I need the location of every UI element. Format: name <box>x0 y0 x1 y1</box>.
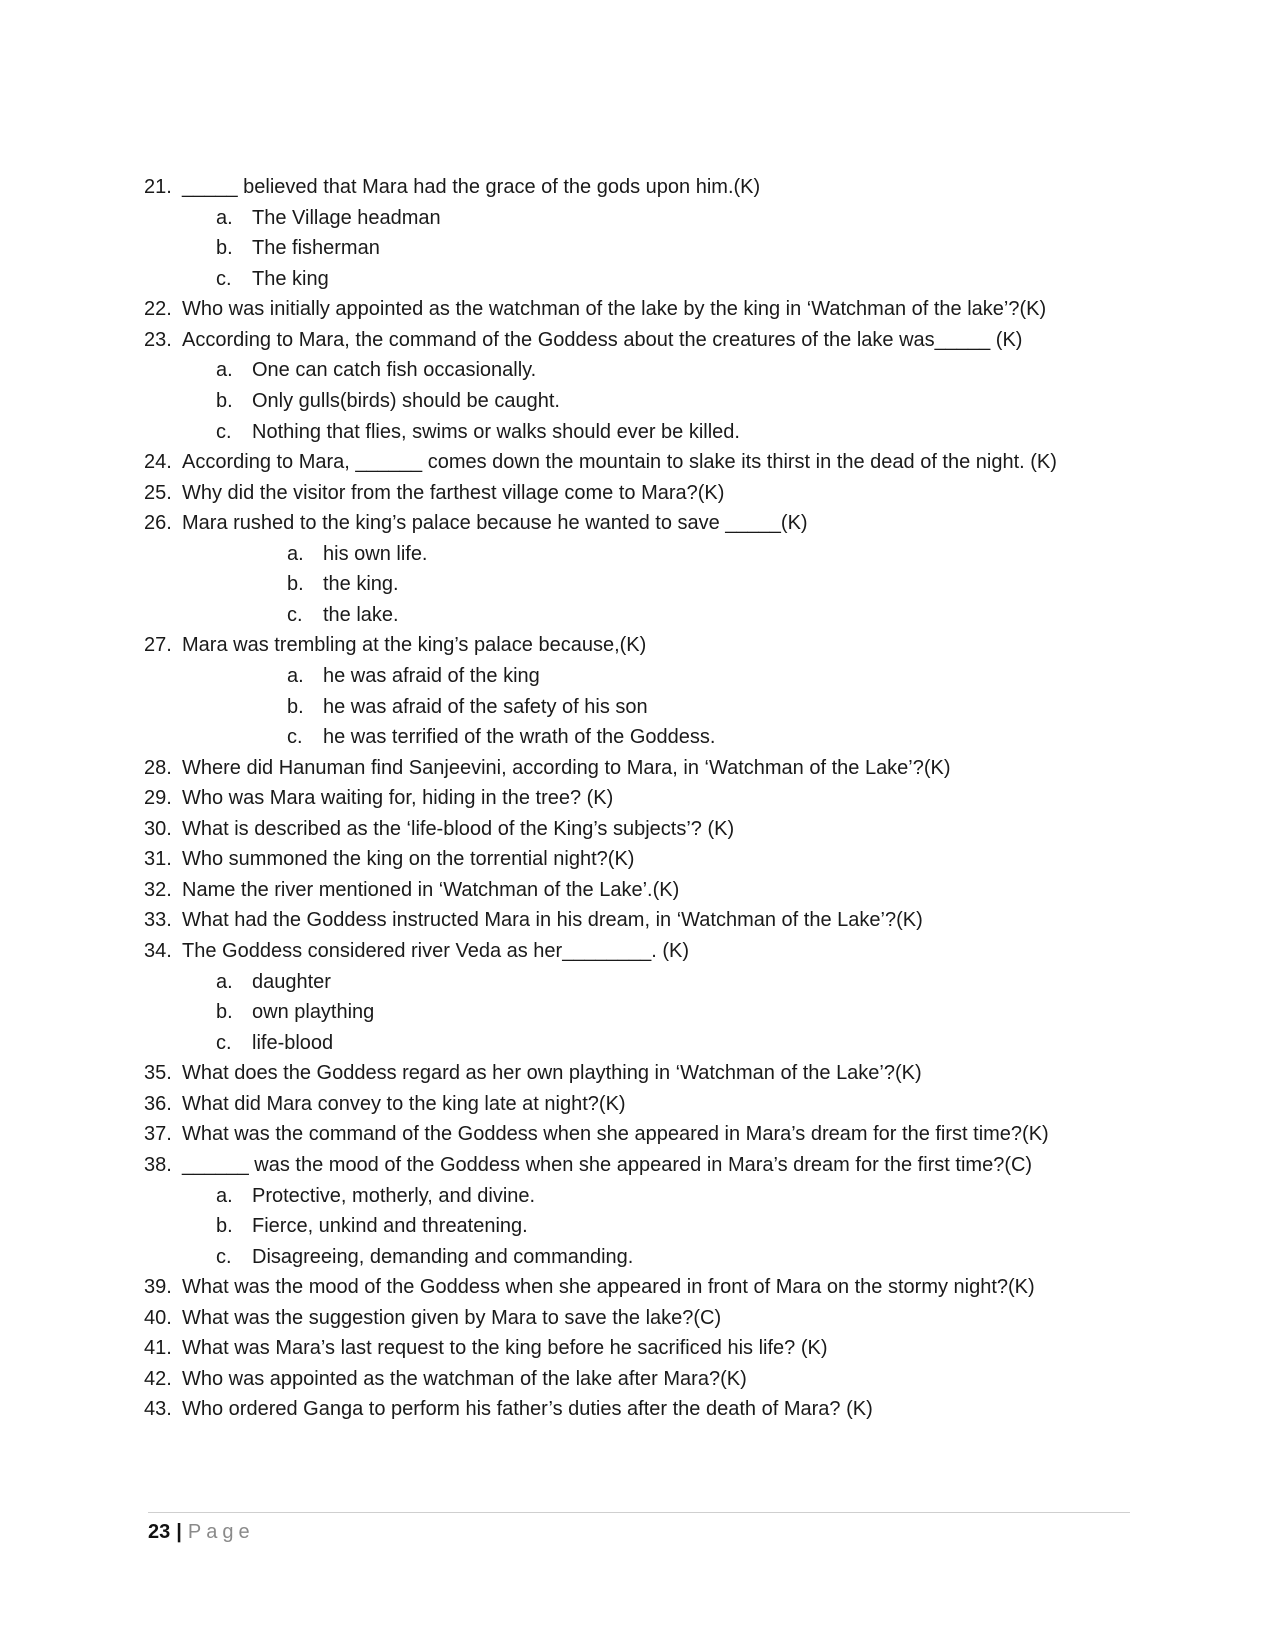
option-label: a. <box>216 206 233 229</box>
question-number: 21. <box>144 176 172 198</box>
question-number: 40. <box>144 1306 172 1329</box>
question-number: 42. <box>144 1367 172 1390</box>
question-text: The Goddess considered river Veda as her________. (K) <box>182 940 689 962</box>
option-label: b. <box>216 1001 233 1024</box>
question-text: What had the Goddess instructed Mara in his dream, in ‘Watchman of the Lake’?(K) <box>182 909 923 932</box>
option-text: the lake. <box>323 603 399 626</box>
option-text: life-blood <box>252 1031 334 1054</box>
question-number: 26. <box>144 512 172 535</box>
option-text: Fierce, unkind and threatening. <box>252 1215 528 1237</box>
question-number: 32. <box>144 878 172 901</box>
page-label: Page <box>187 1521 255 1543</box>
question-number: 29. <box>144 787 172 810</box>
question-text: Who was appointed as the watchman of the lake after Mara?(K) <box>182 1367 747 1390</box>
question-text: According to Mara, ______ comes down the mountain to slake its thirst in the dead of the night. (K) <box>182 451 1057 473</box>
option-label: a. <box>287 665 304 687</box>
question-number: 33. <box>144 909 172 932</box>
question-text: Who ordered Ganga to perform his father’s duties after the death of Mara? (K) <box>182 1398 873 1421</box>
option-label: c. <box>216 1031 232 1054</box>
option-text: he was terrified of the wrath of the Goddess. <box>323 726 716 749</box>
option-text: he was afraid of the king <box>323 665 540 687</box>
question-text: Why did the visitor from the farthest village come to Mara?(K) <box>182 481 725 504</box>
option-text: he was afraid of the safety of his son <box>323 695 648 718</box>
option-label: c. <box>216 1245 232 1268</box>
question-text: _____ believed that Mara had the grace of the gods upon him.(K) <box>182 176 761 198</box>
option-text: Protective, motherly, and divine. <box>252 1184 536 1207</box>
question-number: 36. <box>144 1092 172 1115</box>
option-label: a. <box>216 359 233 382</box>
question-text: Who summoned the king on the torrential night?(K) <box>182 848 635 871</box>
option-text: his own life. <box>323 542 428 565</box>
question-text: Name the river mentioned in ‘Watchman of the Lake’.(K) <box>182 878 680 901</box>
option-label: a. <box>287 542 304 565</box>
question-text: What does the Goddess regard as her own plaything in ‘Watchman of the Lake’?(K) <box>182 1062 922 1085</box>
question-text: What is described as the ‘life-blood of the King’s subjects’? (K) <box>182 817 735 840</box>
question-number: 41. <box>144 1337 172 1360</box>
question-number: 43. <box>144 1398 172 1421</box>
question-number: 34. <box>144 940 172 962</box>
footer-separator: | <box>176 1521 182 1543</box>
option-label: b. <box>216 237 233 260</box>
option-text: the king. <box>323 573 399 596</box>
question-number: 28. <box>144 756 172 779</box>
question-text: What was the mood of the Goddess when she appeared in front of Mara on the stormy night?(K) <box>182 1276 1035 1299</box>
option-label: a. <box>216 970 233 993</box>
option-label: c. <box>287 726 303 749</box>
option-label: c. <box>287 603 303 626</box>
option-text: The fisherman <box>252 237 380 260</box>
option-label: b. <box>216 389 233 412</box>
question-number: 24. <box>144 451 172 473</box>
question-text: Mara rushed to the king’s palace because he wanted to save _____(K) <box>182 512 808 535</box>
question-text: What was the command of the Goddess when she appeared in Mara’s dream for the first time?(K) <box>182 1123 1049 1146</box>
question-number: 22. <box>144 298 172 321</box>
question-number: 31. <box>144 848 172 871</box>
option-label: a. <box>216 1184 233 1207</box>
option-text: The king <box>252 267 329 290</box>
option-text: Only gulls(birds) should be caught. <box>252 389 560 412</box>
option-label: b. <box>287 573 304 596</box>
option-text: Nothing that flies, swims or walks should ever be killed. <box>252 420 740 443</box>
question-text: Who was Mara waiting for, hiding in the tree? (K) <box>182 787 614 810</box>
option-text: daughter <box>252 970 331 993</box>
question-number: 25. <box>144 481 172 504</box>
option-label: c. <box>216 267 232 290</box>
question-number: 37. <box>144 1123 172 1146</box>
question-number: 35. <box>144 1062 172 1085</box>
question-text: Mara was trembling at the king’s palace because,(K) <box>182 634 647 657</box>
page-footer <box>148 1516 255 1548</box>
option-text: Disagreeing, demanding and commanding. <box>252 1245 634 1268</box>
question-number: 38. <box>144 1153 172 1176</box>
question-text: According to Mara, the command of the Goddess about the creatures of the lake was_____ (K) <box>182 328 1023 351</box>
question-number: 27. <box>144 634 172 657</box>
question-text: ______ was the mood of the Goddess when she appeared in Mara’s dream for the first time?(C) <box>182 1153 1033 1176</box>
question-text: What was the suggestion given by Mara to save the lake?(C) <box>182 1306 722 1329</box>
question-number: 39. <box>144 1276 172 1299</box>
option-text: One can catch fish occasionally. <box>252 359 537 382</box>
question-text: Where did Hanuman find Sanjeevini, according to Mara, in ‘Watchman of the Lake’?(K) <box>182 756 951 779</box>
option-label: c. <box>216 420 232 443</box>
question-number: 30. <box>144 817 172 840</box>
question-text: What was Mara’s last request to the king before he sacrificed his life? (K) <box>182 1337 828 1360</box>
question-text: What did Mara convey to the king late at night?(K) <box>182 1092 626 1115</box>
page-number: 23 <box>148 1521 171 1543</box>
option-text: own plaything <box>252 1001 375 1024</box>
footer-divider <box>148 1512 1130 1513</box>
question-number: 23. <box>144 328 172 351</box>
option-label: b. <box>216 1215 233 1237</box>
option-text: The Village headman <box>252 206 441 229</box>
question-text: Who was initially appointed as the watchman of the lake by the king in ‘Watchman of the lake’?(K) <box>182 298 1047 321</box>
option-label: b. <box>287 695 304 718</box>
